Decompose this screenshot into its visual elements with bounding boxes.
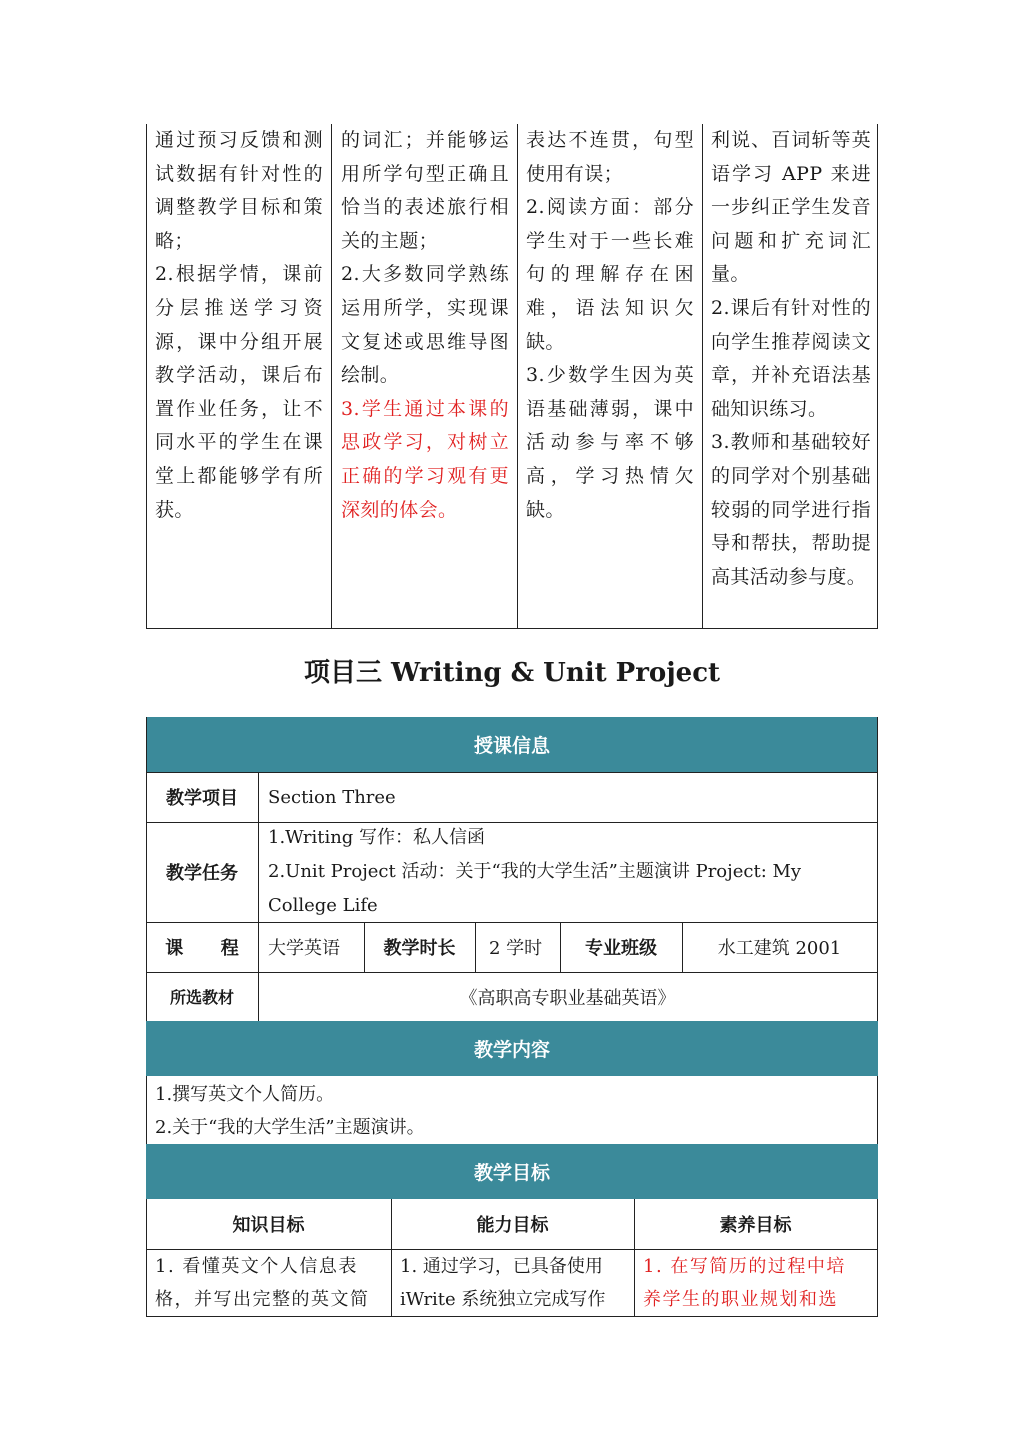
task-value — [268, 821, 868, 923]
course-info-header: 授课信息 — [146, 717, 878, 772]
content-body — [155, 1078, 870, 1144]
top-table-divider-1 — [331, 124, 332, 629]
goal-line: 1. 看懂英文个人信息表 — [155, 1256, 358, 1277]
goal-line: 1. 通过学习，已具备使用 — [400, 1256, 603, 1277]
cell-paragraph: 2.大多数同学熟练运用所学，实现课文复述或思维导图绘制。 — [341, 263, 509, 387]
task-label: 教学任务 — [166, 863, 238, 884]
project-label: 教学项目 — [166, 788, 238, 809]
cell-paragraph: 2.课后有针对性的向学生推荐阅读文章，并补充语法基础知识练习。 — [711, 296, 871, 420]
top-table-cell-problems — [526, 124, 694, 527]
task-line: 2.Unit Project 活动：关于“我的大学生活”主题演讲 Project: My — [268, 861, 802, 882]
project-value: Section Three — [268, 786, 396, 808]
goal-line: iWrite 系统独立完成写作 — [400, 1289, 606, 1310]
hours-label: 教学时长 — [383, 938, 456, 959]
goal-line: 1. 在写简历的过程中培 — [643, 1256, 846, 1277]
cell-paragraph: 利说、百词斩等英语学习 APP 来进一步纠正学生发音问题和扩充词汇量。 — [711, 129, 871, 286]
cell-paragraph: 2.阅读方面：部分学生对于一些长难句的理解存在困难，语法知识欠缺。 — [526, 196, 694, 353]
goal-line: 养学生的职业规划和选 — [643, 1289, 838, 1310]
cell-paragraph: 2.根据学情，课前分层推送学习资源，课中分组开展教学活动，课后布置作业任务，让不同水平的学生在课堂上都能够学有所获。 — [155, 263, 323, 521]
ability-goal-text — [400, 1250, 630, 1316]
goals-header: 教学目标 — [146, 1144, 878, 1199]
top-table-cell-teaching-strategy — [155, 124, 323, 527]
knowledge-goal-text — [155, 1250, 385, 1316]
info-course-divider-2 — [475, 922, 476, 972]
top-table-border-bottom — [146, 628, 878, 629]
content-header: 教学内容 — [146, 1021, 878, 1076]
section-title: 项目三 Writing & Unit Project — [303, 658, 721, 688]
cell-paragraph-highlight: 3.学生通过本课的思政学习，对树立正确的学习观有更深刻的体会。 — [341, 397, 509, 521]
task-line: 1.Writing 写作：私人信函 — [268, 827, 486, 848]
top-table-cell-achievements — [341, 124, 509, 527]
quality-goal-label: 素养目标 — [719, 1215, 792, 1236]
top-table-cell-improvements — [711, 124, 871, 594]
content-line: 1.撰写英文个人简历。 — [155, 1084, 335, 1105]
quality-goal-text — [643, 1250, 873, 1316]
ability-goal-label: 能力目标 — [476, 1215, 549, 1236]
cell-paragraph: 3.教师和基础较好的同学对个别基础较弱的同学进行指导和帮扶，帮助提高其活动参与度。 — [711, 431, 871, 588]
info-table-border-right — [877, 717, 878, 1317]
content-line: 2.关于“我的大学生活”主题演讲。 — [155, 1117, 425, 1138]
knowledge-goal-label: 知识目标 — [232, 1215, 305, 1236]
cell-paragraph: 的词汇；并能够运用所学句型正确且恰当的表述旅行相关的主题； — [341, 129, 509, 252]
cell-paragraph: 通过预习反馈和测试数据有针对性的调整教学目标和策略； — [155, 129, 323, 252]
textbook-value: 《高职高专职业基础英语》 — [459, 987, 676, 1009]
goals-bottom-line — [146, 1316, 878, 1317]
class-label: 专业班级 — [585, 938, 657, 959]
top-table-border-right — [877, 124, 878, 629]
goal-line: 格，并写出完整的英文简 — [155, 1289, 370, 1310]
hours-value: 2 学时 — [489, 938, 543, 959]
cell-paragraph: 表达不连贯，句型使用有误； — [526, 129, 694, 185]
course-value: 大学英语 — [268, 938, 340, 959]
top-table-divider-2 — [517, 124, 518, 629]
class-value: 水工建筑 2001 — [717, 938, 842, 959]
course-label: 课 程 — [165, 938, 239, 959]
task-line: College Life — [268, 895, 378, 916]
cell-paragraph: 3.少数学生因为英语基础薄弱，课中活动参与率不够高，学习热情欠缺。 — [526, 364, 694, 521]
top-table-border-left — [146, 124, 147, 629]
textbook-label: 所选教材 — [169, 988, 234, 1007]
top-table-divider-3 — [702, 124, 703, 629]
